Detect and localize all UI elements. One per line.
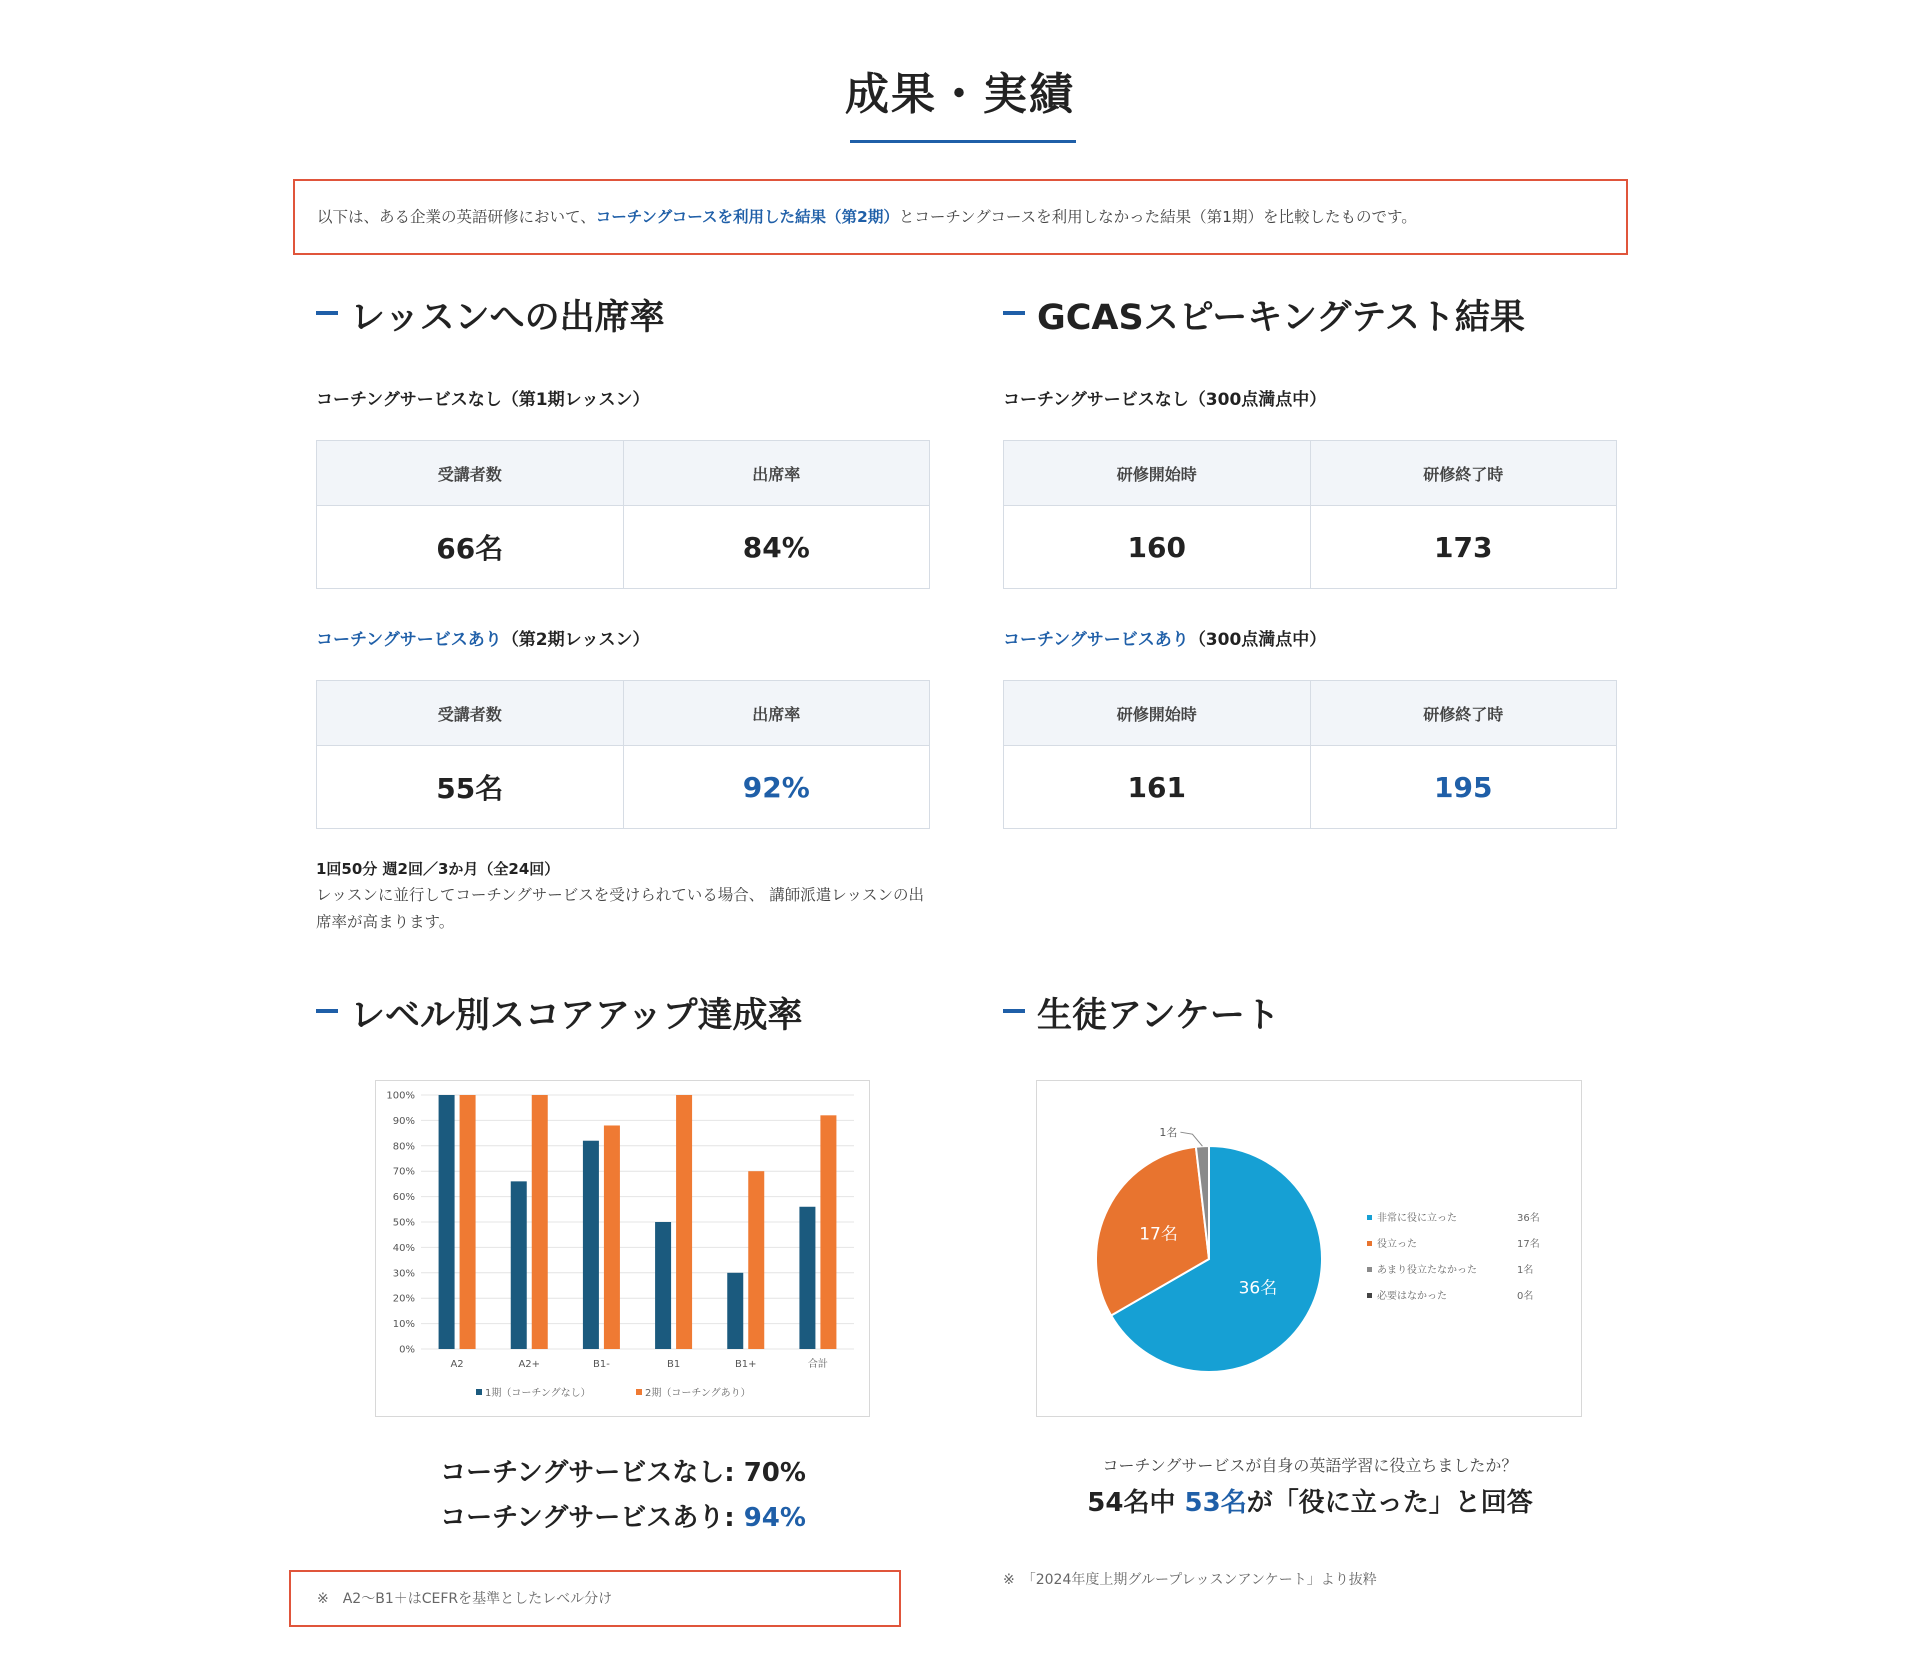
y-tick-label: 100%: [386, 1090, 415, 1102]
y-tick-label: 50%: [392, 1217, 415, 1229]
table-header: 受講者数: [317, 681, 624, 746]
survey-heading: [1003, 988, 1280, 1038]
bar-2-B1: [676, 1095, 692, 1349]
gcas-with-label-rest: （300点満点中）: [1188, 630, 1327, 650]
legend-label: 1期（コーチングなし）: [485, 1388, 591, 1399]
x-tick-label: 合計: [807, 1359, 828, 1370]
attendance-heading: [316, 290, 665, 340]
y-tick-label: 30%: [392, 1268, 415, 1280]
y-tick-label: 70%: [392, 1166, 415, 1178]
y-tick-label: 40%: [392, 1242, 415, 1254]
table-header: 研修開始時: [1004, 681, 1311, 746]
attendance-with-label: [316, 625, 649, 650]
bar-2-A2+: [532, 1095, 548, 1349]
legend-swatch: [1367, 1241, 1372, 1246]
bar-2-B1-: [604, 1125, 620, 1349]
page-title: 成果・実績: [845, 69, 1075, 120]
level-summary-with: [316, 1497, 930, 1534]
level-heading: [316, 988, 803, 1038]
intro-box: [293, 179, 1628, 255]
x-tick-label: A2: [450, 1359, 464, 1370]
pie-slice-label: 17名: [1139, 1224, 1178, 1245]
level-summary-without: [316, 1452, 930, 1489]
survey-answer: [1003, 1482, 1617, 1519]
bar-1-合計: [799, 1207, 815, 1349]
bar-1-B1: [655, 1222, 671, 1349]
table-header: 出席率: [623, 681, 930, 746]
table-header: 研修開始時: [1004, 441, 1311, 506]
heading-dash: [316, 311, 338, 315]
gcas-with-label: [1003, 625, 1326, 650]
table-cell: 173: [1310, 506, 1617, 589]
table-cell-highlight: 195: [1310, 746, 1617, 829]
gcas-without-label: コーチングサービスなし（300点満点中）: [1003, 390, 1327, 410]
table-cell: 55名: [317, 746, 624, 829]
bar-1-B1+: [727, 1273, 743, 1349]
survey-chart-frame: [1036, 1080, 1582, 1417]
bar-1-B1-: [583, 1141, 599, 1349]
intro-text: [317, 205, 1417, 227]
legend-label: 2期（コーチングあり）: [645, 1388, 751, 1399]
table-cell: 66名: [317, 506, 624, 589]
legend-value: 0名: [1517, 1291, 1534, 1302]
x-tick-label: B1+: [734, 1359, 757, 1370]
gcas-with-table: [1003, 680, 1617, 829]
legend-swatch: [1367, 1215, 1372, 1220]
level-heading-text: レベル別スコアアップ達成率: [350, 996, 803, 1036]
x-tick-label: B1: [666, 1359, 681, 1370]
attendance-heading-text: レッスンへの出席率: [350, 298, 665, 338]
table-header: 研修終了時: [1310, 441, 1617, 506]
x-tick-label: A2+: [518, 1359, 541, 1370]
legend-swatch: [636, 1389, 642, 1395]
bar-1-A2+: [511, 1181, 527, 1349]
legend-swatch: [1367, 1267, 1372, 1272]
level-footnote-box: [289, 1570, 901, 1627]
bar-1-A2: [439, 1095, 455, 1349]
gcas-without-table: [1003, 440, 1617, 589]
heading-dash: [316, 1009, 338, 1013]
survey-heading-text: 生徒アンケート: [1037, 996, 1280, 1036]
y-tick-label: 60%: [392, 1192, 415, 1204]
survey-footnote: ※ 「2024年度上期グループレッスンアンケート」より抜粋: [1003, 1572, 1377, 1588]
y-tick-label: 0%: [399, 1344, 415, 1356]
gcas-with-label-blue: コーチングサービスあり: [1003, 630, 1189, 650]
pie-leader-line: [1180, 1132, 1202, 1146]
attendance-note-title: 1回50分 週2回／3か月（全24回）: [316, 860, 560, 878]
level-bar-chart: [376, 1081, 869, 1416]
legend-value: 36名: [1517, 1213, 1540, 1224]
survey-pie-chart: [1037, 1081, 1581, 1416]
level-chart-frame: [375, 1080, 870, 1417]
survey-answer-a: 54名中: [1087, 1488, 1185, 1518]
survey-answer-b: が「役に立った」と回答: [1246, 1488, 1533, 1518]
legend-value: 1名: [1517, 1265, 1534, 1276]
table-header: 出席率: [623, 441, 930, 506]
attendance-with-label-rest: （第2期レッスン）: [501, 630, 650, 650]
table-cell: 161: [1004, 746, 1311, 829]
legend-swatch: [1367, 1293, 1372, 1298]
survey-answer-highlight: 53名: [1184, 1488, 1247, 1518]
summary-value: 70%: [743, 1458, 806, 1488]
legend-label: 非常に役に立った: [1377, 1213, 1457, 1224]
title-underline: [850, 140, 1076, 143]
pie-slice-label: 1名: [1159, 1126, 1178, 1140]
y-tick-label: 20%: [392, 1293, 415, 1305]
attendance-with-table: [316, 680, 930, 829]
legend-label: 必要はなかった: [1377, 1291, 1447, 1302]
summary-label: コーチングサービスなし:: [440, 1458, 744, 1488]
bar-2-B1+: [748, 1171, 764, 1349]
bar-2-A2: [460, 1095, 476, 1349]
legend-label: 役立った: [1377, 1239, 1417, 1250]
legend-swatch: [476, 1389, 482, 1395]
table-header: 受講者数: [317, 441, 624, 506]
summary-label: コーチングサービスあり:: [440, 1503, 744, 1533]
level-footnote: ※ A2〜B1＋はCEFRを基準としたレベル分け: [317, 1591, 613, 1607]
heading-dash: [1003, 1009, 1025, 1013]
table-cell-highlight: 92%: [623, 746, 930, 829]
intro-text-before: 以下は、ある企業の英語研修において、: [317, 208, 596, 226]
intro-text-highlight: コーチングコースを利用した結果（第2期）: [595, 208, 899, 226]
bar-2-合計: [820, 1115, 836, 1349]
y-tick-label: 90%: [392, 1115, 415, 1127]
survey-question: コーチングサービスが自身の英語学習に役立ちましたか？: [1102, 1456, 1518, 1475]
table-cell: 84%: [623, 506, 930, 589]
gcas-heading-text: GCASスピーキングテスト結果: [1037, 298, 1525, 338]
heading-dash: [1003, 311, 1025, 315]
attendance-note-body: レッスンに並行してコーチングサービスを受けられている場合、 講師派遣レッスンの出席率が高まります。: [316, 886, 925, 931]
pie-slice-label: 36名: [1238, 1278, 1278, 1299]
attendance-with-label-blue: コーチングサービスあり: [316, 630, 502, 650]
attendance-without-label: コーチングサービスなし（第1期レッスン）: [316, 390, 650, 410]
gcas-heading: [1003, 290, 1525, 340]
table-header: 研修終了時: [1310, 681, 1617, 746]
table-cell: 160: [1004, 506, 1311, 589]
intro-text-after: とコーチングコースを利用しなかった結果（第1期）を比較したものです。: [898, 208, 1417, 226]
legend-label: あまり役立たなかった: [1377, 1265, 1477, 1276]
y-tick-label: 10%: [392, 1319, 415, 1331]
x-tick-label: B1-: [592, 1359, 610, 1370]
legend-value: 17名: [1517, 1239, 1540, 1250]
attendance-without-table: [316, 440, 930, 589]
summary-value-highlight: 94%: [743, 1503, 806, 1533]
y-tick-label: 80%: [392, 1141, 415, 1153]
